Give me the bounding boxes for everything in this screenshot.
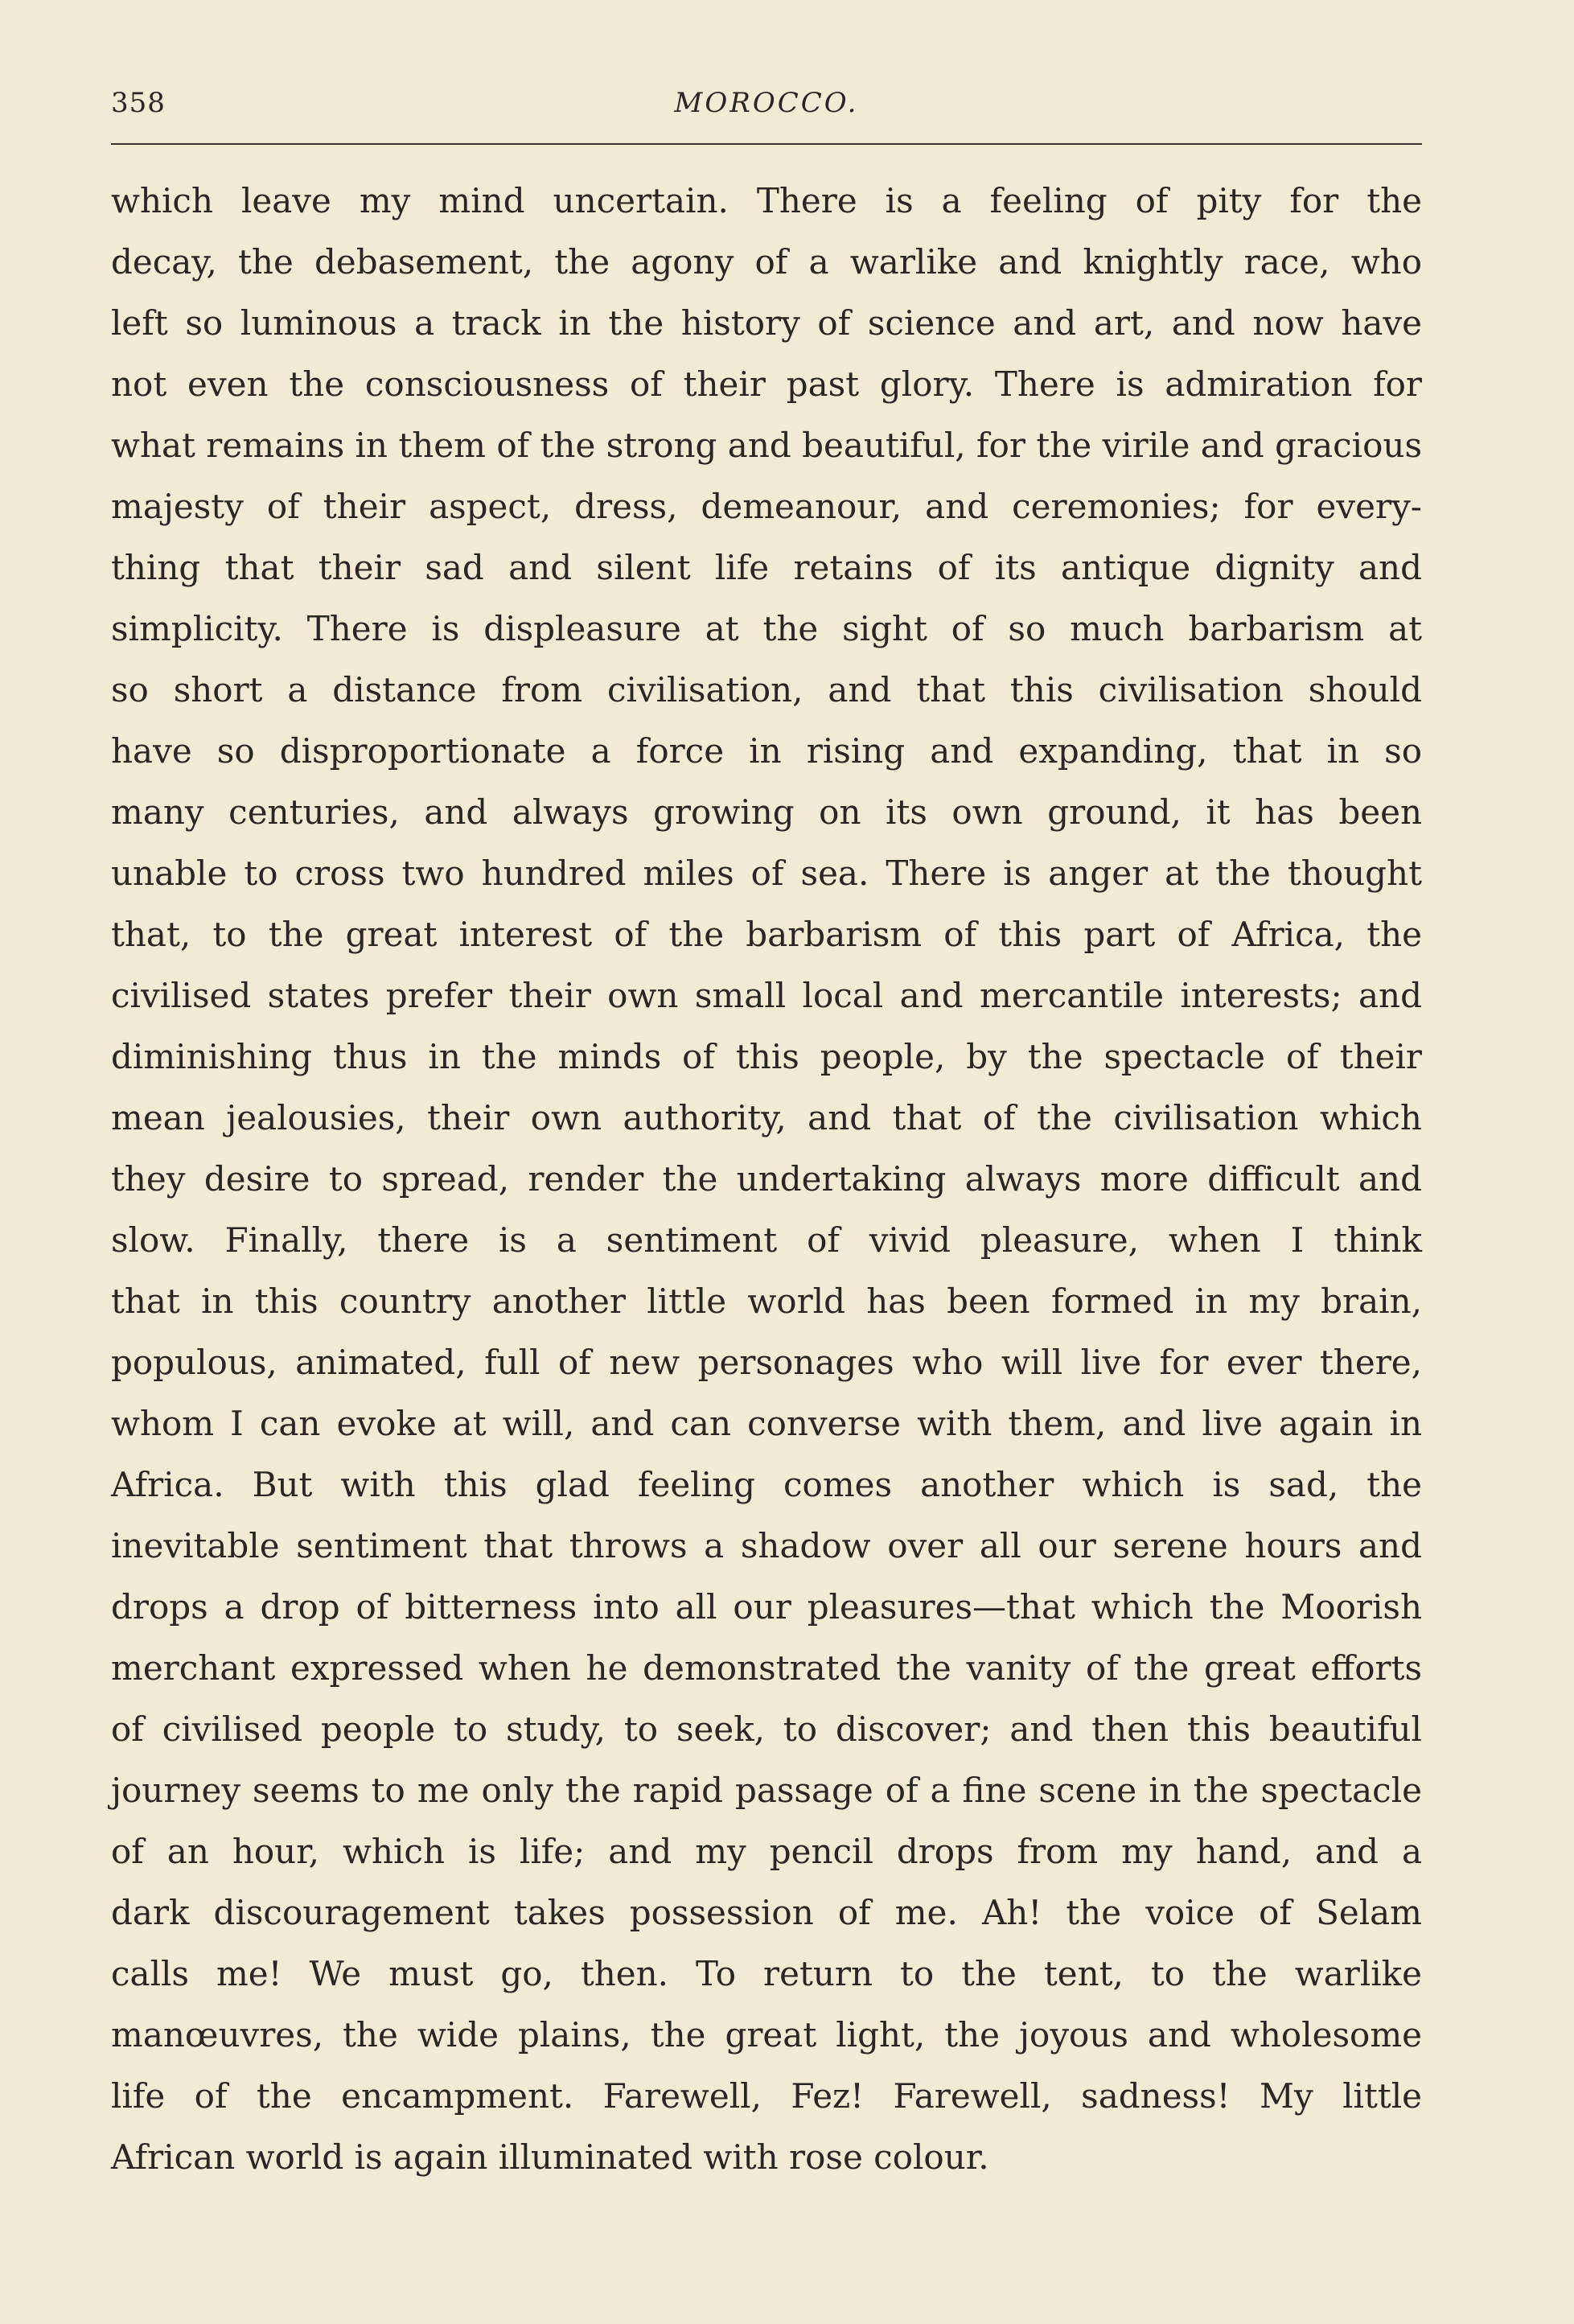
text-line: calls me! We must go, then. To return to the tent, to the warlike (111, 1954, 1422, 1993)
text-line: dark discouragement takes possession of me. Ah! the voice of Selam (111, 1893, 1422, 1932)
text-line: not even the consciousness of their past glory. There is admiration for (111, 364, 1422, 404)
text-line: unable to cross two hundred miles of sea. There is anger at the thought (111, 854, 1422, 893)
text-line: of an hour, which is life; and my pencil drops from my hand, and a (111, 1832, 1422, 1871)
page-header (111, 87, 1422, 127)
text-line: journey seems to me only the rapid passage of a fine scene in the spectacle (111, 1771, 1422, 1810)
text-line: inevitable sentiment that throws a shadow over all our serene hours and (111, 1526, 1422, 1565)
text-line: life of the encampment. Farewell, Fez! Farewell, sadness! My little (111, 2076, 1422, 2116)
text-line: what remains in them of the strong and beautiful, for the virile and gracious (111, 426, 1422, 465)
text-line: African world is again illuminated with rose colour. (111, 2137, 989, 2177)
text-line: merchant expressed when he demonstrated the vanity of the great efforts (111, 1648, 1422, 1688)
text-line: which leave my mind uncertain. There is a feeling of pity for the (111, 181, 1422, 220)
text-line: manœuvres, the wide plains, the great light, the joyous and wholesome (111, 2015, 1422, 2055)
header-rule (111, 143, 1422, 145)
text-line: Africa. But with this glad feeling comes another which is sad, the (111, 1465, 1422, 1504)
text-line: drops a drop of bitterness into all our pleasures—that which the Moorish (111, 1587, 1422, 1627)
text-line: civilised states prefer their own small local and mercantile interests; and (111, 976, 1422, 1015)
page-number: 358 (111, 87, 166, 119)
text-line: whom I can evoke at will, and can converse with them, and live again in (111, 1404, 1422, 1443)
text-line: of civilised people to study, to seek, to discover; and then this beautiful (111, 1709, 1422, 1749)
text-line: that in this country another little world has been formed in my brain, (111, 1281, 1422, 1321)
body-text (111, 171, 1422, 2188)
text-line: thing that their sad and silent life retains of its antique dignity and (111, 548, 1422, 587)
text-line: that, to the great interest of the barbarism of this part of Africa, the (111, 915, 1422, 954)
text-line: mean jealousies, their own authority, and that of the civilisation which (111, 1098, 1422, 1137)
text-line: diminishing thus in the minds of this people, by the spectacle of their (111, 1037, 1422, 1076)
text-line: majesty of their aspect, dress, demeanour, and ceremonies; for every- (111, 487, 1422, 526)
text-line: decay, the debasement, the agony of a warlike and knightly race, who (111, 242, 1422, 282)
text-line: so short a distance from civilisation, and that this civilisation should (111, 670, 1422, 710)
text-line: simplicity. There is displeasure at the sight of so much barbarism at (111, 609, 1422, 648)
running-title: MOROCCO. (674, 87, 859, 119)
text-line: have so disproportionate a force in rising and expanding, that in so (111, 731, 1422, 771)
text-line: populous, animated, full of new personages who will live for ever there, (111, 1343, 1422, 1382)
text-line: many centuries, and always growing on its own ground, it has been (111, 792, 1422, 832)
text-line: they desire to spread, render the undertaking always more difficult and (111, 1159, 1422, 1199)
text-line: left so luminous a track in the history of science and art, and now have (111, 303, 1422, 343)
text-line: slow. Finally, there is a sentiment of vivid pleasure, when I think (111, 1220, 1422, 1260)
